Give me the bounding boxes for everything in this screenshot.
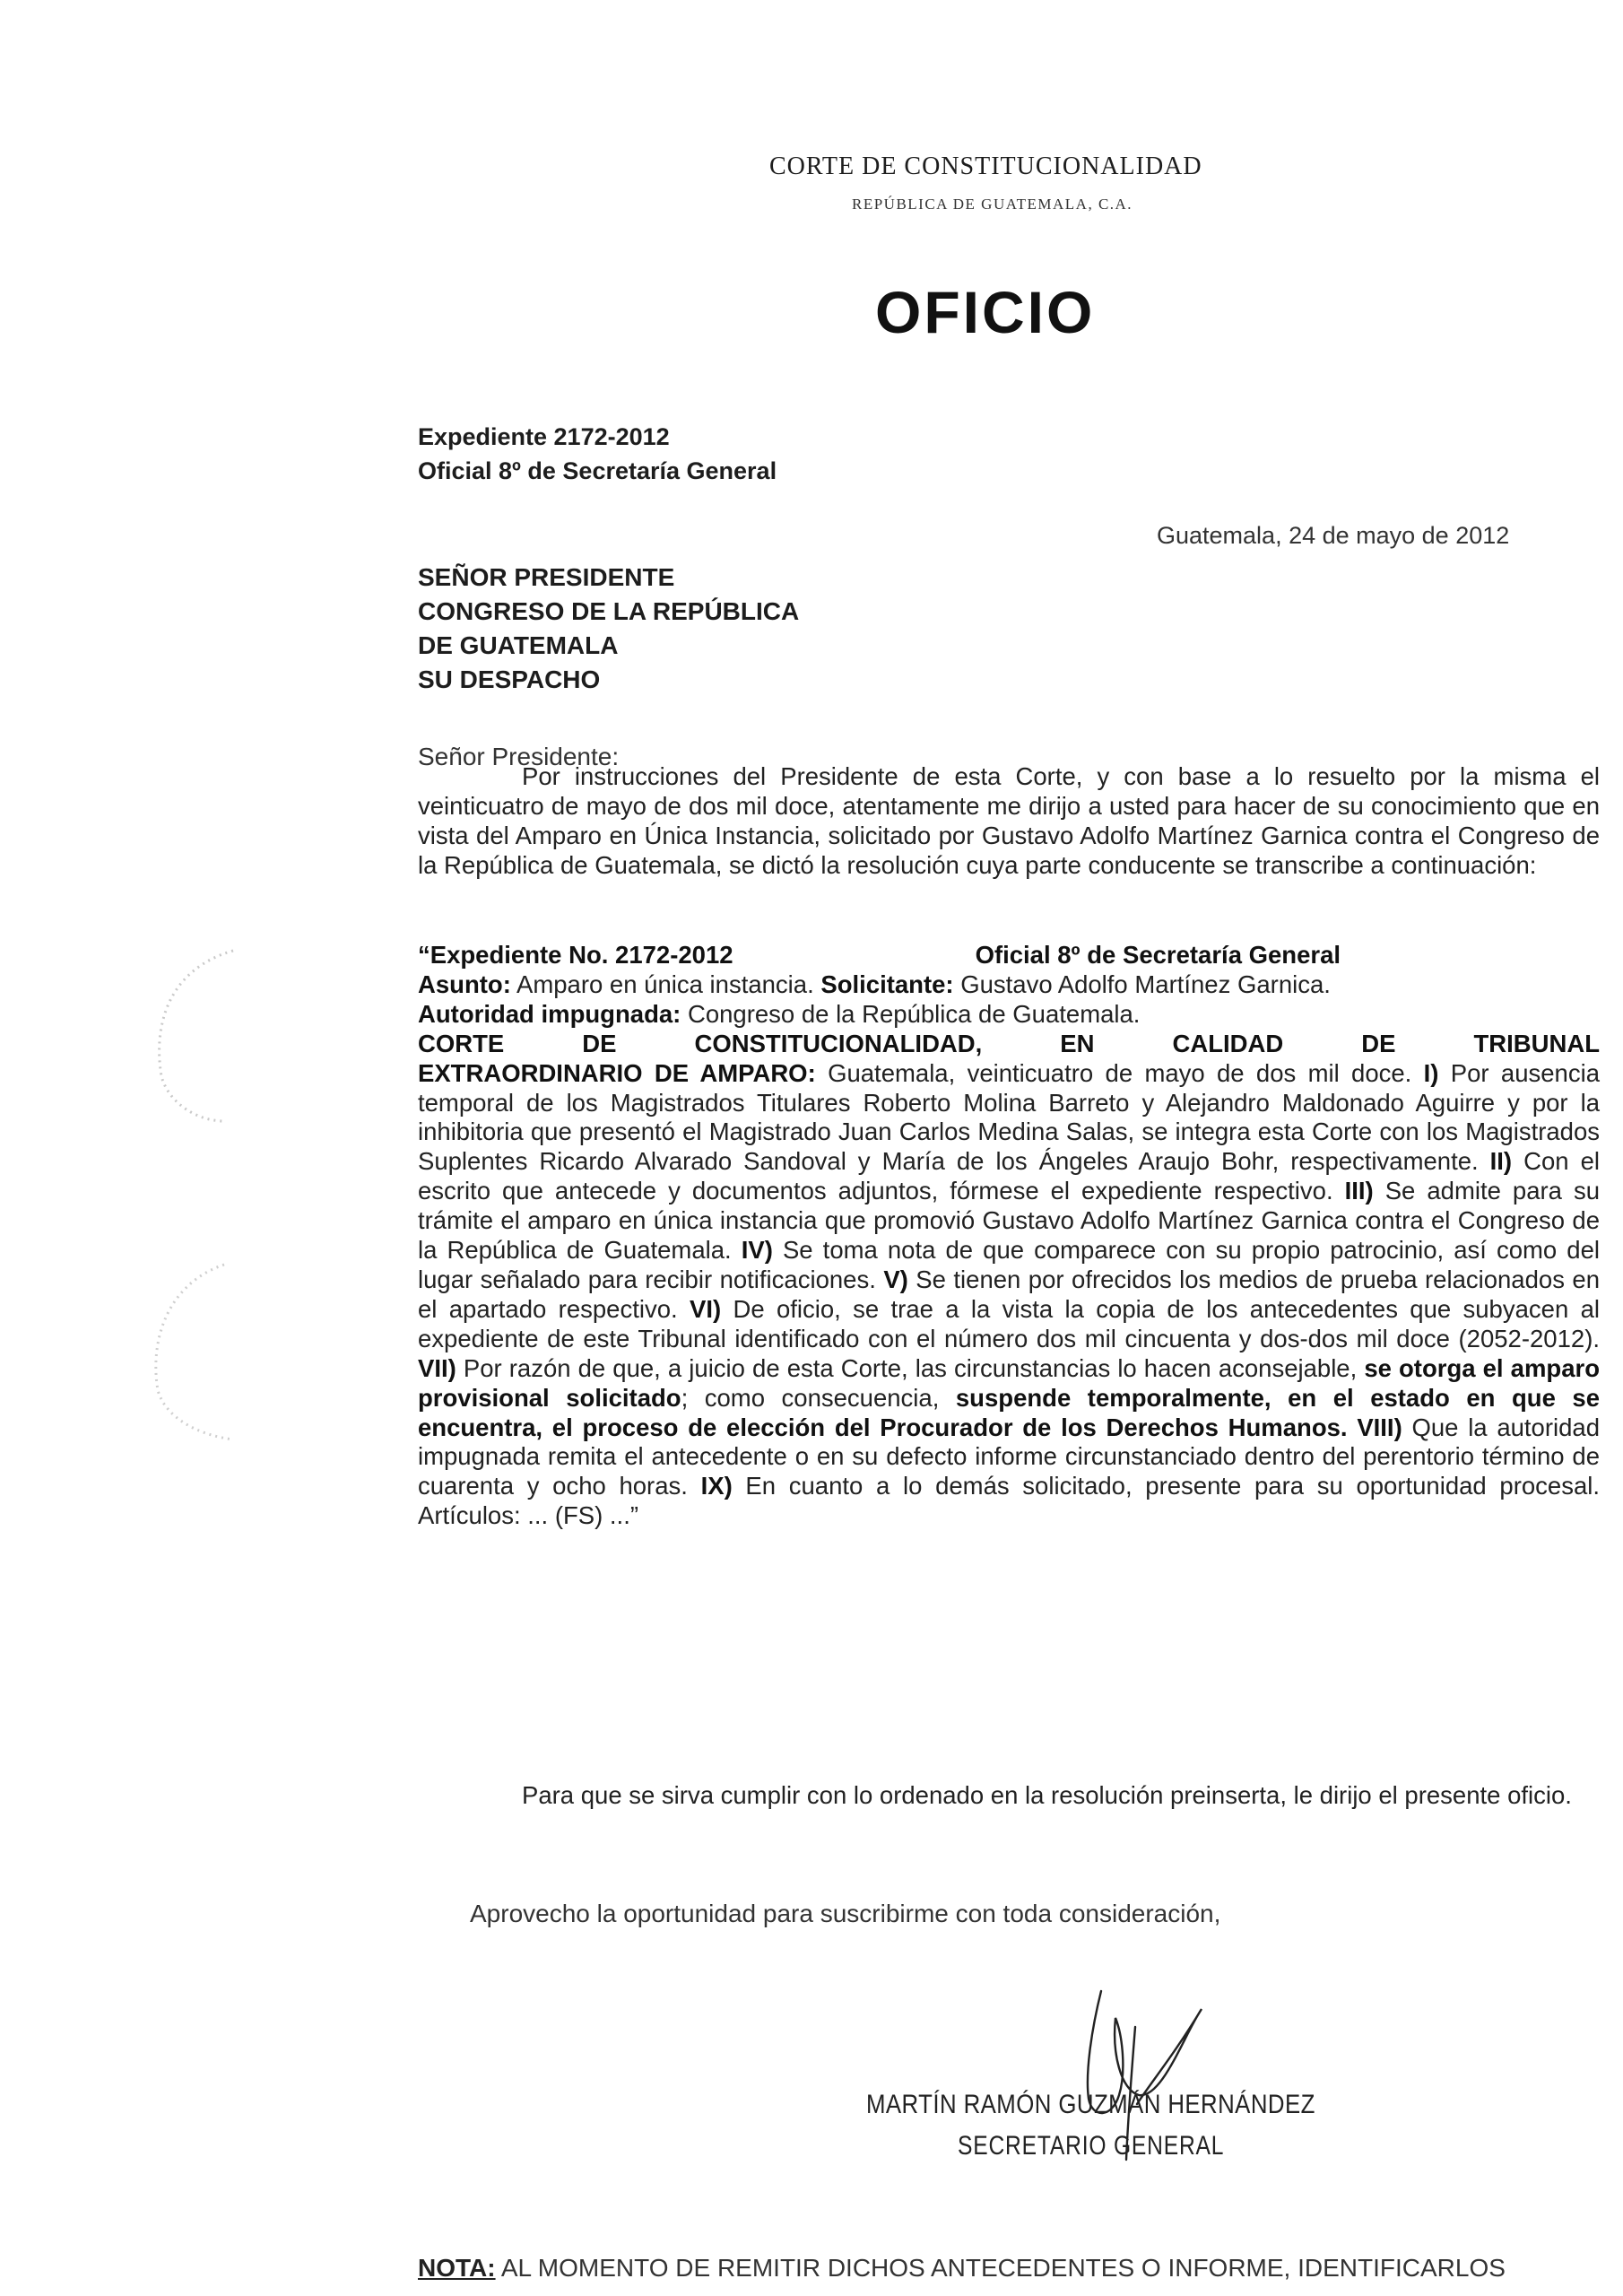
roman-numeral: VIII) xyxy=(1357,1413,1402,1441)
expediente-number: Expediente 2172-2012 xyxy=(418,423,670,450)
resolution-point: ; como consecuencia, xyxy=(681,1383,956,1412)
quote-expediente: “Expediente No. 2172-2012 xyxy=(418,941,733,969)
resolution-point: Que la autoridad impugnada remita el antecedente o en su defecto informe circunstanciado dentro del perentorio término de cuarenta y ocho horas. xyxy=(418,1413,1601,1500)
roman-numeral: VI) xyxy=(689,1294,722,1323)
resolution-quote xyxy=(418,941,1600,1531)
letter-date: Guatemala, 24 de mayo de 2012 xyxy=(1157,522,1510,549)
addressee-line: SU DESPACHO xyxy=(418,665,601,693)
asunto-label: Asunto: xyxy=(418,970,511,998)
court-country: REPÚBLICA DE GUATEMALA, C.A. xyxy=(852,196,1133,213)
court-date: Guatemala, veinticuatro de mayo de dos mil doce. xyxy=(815,1058,1412,1087)
faded-stamp-mark xyxy=(135,942,251,1130)
oficial-reference: Oficial 8º de Secretaría General xyxy=(418,457,777,484)
court-heading-continued: EXTRAORDINARIO DE AMPARO: xyxy=(418,1058,816,1087)
resolution-point: Se tienen por ofrecidos los medios de prueba relacionados en el apartado respectivo. xyxy=(418,1265,1601,1323)
signer-name: MARTÍN RAMÓN GUZMÁN HERNÁNDEZ xyxy=(866,2090,1315,2119)
faded-stamp-mark xyxy=(135,1256,251,1444)
autoridad-text: Congreso de la República de Guatemala. xyxy=(681,999,1141,1028)
quote-oficial: Oficial 8º de Secretaría General xyxy=(975,941,1341,969)
court-heading: CORTE DE CONSTITUCIONALIDAD, EN CALIDAD DE TRIBUNAL xyxy=(418,1029,1600,1057)
document-title: OFICIO xyxy=(875,279,1096,345)
handwritten-signature xyxy=(1049,1919,1255,2161)
roman-numeral: IV) xyxy=(741,1236,773,1265)
resolution-point: Por ausencia temporal de los Magistrados Titulares Roberto Molina Barreto y Alejandro Maldonado Aguirre y por la inhibitoria que presentó el Magistrado Juan Carlos Medina Salas, se integra esta Corte con los Magistrados Suplentes Ricardo Alvarado Sandoval y María de los Ángeles Araujo Bohr, respectivamente. xyxy=(418,1058,1600,1176)
solicitante-text: Gustavo Adolfo Martínez Garnica. xyxy=(953,970,1331,998)
roman-numeral: II) xyxy=(1489,1147,1513,1176)
resolution-point: De oficio, se trae a la vista la copia de los antecedentes que subyacen al expediente de este Tribunal identificado con el número dos mil cincuenta y dos-dos mil doce (2052-2012). xyxy=(418,1294,1600,1352)
closing-courtesy: Aprovecho la oportunidad para suscribirme con toda consideración, xyxy=(470,1900,1221,1927)
roman-numeral: VII) xyxy=(418,1353,456,1382)
closing-paragraph: Para que se sirva cumplir con lo ordenado en la resolución preinserta, le dirijo el presente oficio. xyxy=(522,1781,1572,1809)
addressee-line: SEÑOR PRESIDENTE xyxy=(418,563,675,591)
addressee-line: CONGRESO DE LA REPÚBLICA xyxy=(418,597,800,625)
resolution-point: Por razón de que, a juicio de esta Corte, las circunstancias lo hacen aconsejable, xyxy=(456,1353,1365,1382)
asunto-text: Amparo en única instancia. xyxy=(510,970,821,998)
roman-numeral: III) xyxy=(1344,1177,1374,1205)
roman-numeral: V) xyxy=(883,1265,908,1293)
roman-numeral: I) xyxy=(1423,1058,1439,1087)
resolution-point: Se toma nota de que comparece con su propio patrocinio, así como del lugar señalado para recibir notificaciones. xyxy=(418,1236,1600,1293)
solicitante-label: Solicitante: xyxy=(820,970,954,998)
note-label: NOTA: xyxy=(418,2254,496,2282)
salutation: Señor Presidente: xyxy=(418,743,620,770)
signer-title: SECRETARIO GENERAL xyxy=(958,2131,1225,2161)
resolution-emphasis: suspende temporalmente, en el estado en que se encuentra, el proceso de elección del Procurador de los Derechos Humanos. xyxy=(418,1383,1600,1441)
resolution-point: Con el escrito que antecede y documentos adjuntos, fórmese el expediente respectivo. xyxy=(418,1147,1600,1205)
intro-paragraph: Por instrucciones del Presidente de esta Corte, y con base a lo resuelto por la misma el veinticuatro de mayo de dos mil doce, atentamente me dirijo a usted para hacer de su conocimiento que en vista del Amparo en Única Instancia, solicitado por Gustavo Adolfo Martínez Garnica contra el Congreso de la República de Guatemala, se dictó la resolución cuya parte conducente se transcribe a continuación: xyxy=(418,762,1600,879)
resolution-emphasis: se otorga el amparo provisional solicitado xyxy=(418,1353,1600,1412)
note-text: AL MOMENTO DE REMITIR DICHOS ANTECEDENTES O INFORME, IDENTIFICARLOS xyxy=(495,2254,1506,2282)
resolution-point: Se admite para su trámite el amparo en única instancia que promovió Gustavo Adolfo Martínez Garnica contra el Congreso de la República de Guatemala. xyxy=(418,1177,1601,1265)
roman-numeral: IX) xyxy=(700,1472,733,1500)
addressee-line: DE GUATEMALA xyxy=(418,631,619,659)
resolution-point: En cuanto a lo demás solicitado, presente para su oportunidad procesal. Artículos: ... (FS) ...” xyxy=(418,1472,1600,1530)
autoridad-label: Autoridad impugnada: xyxy=(418,999,681,1028)
footer-note xyxy=(418,2254,1506,2283)
court-name: CORTE DE CONSTITUCIONALIDAD xyxy=(769,152,1202,180)
